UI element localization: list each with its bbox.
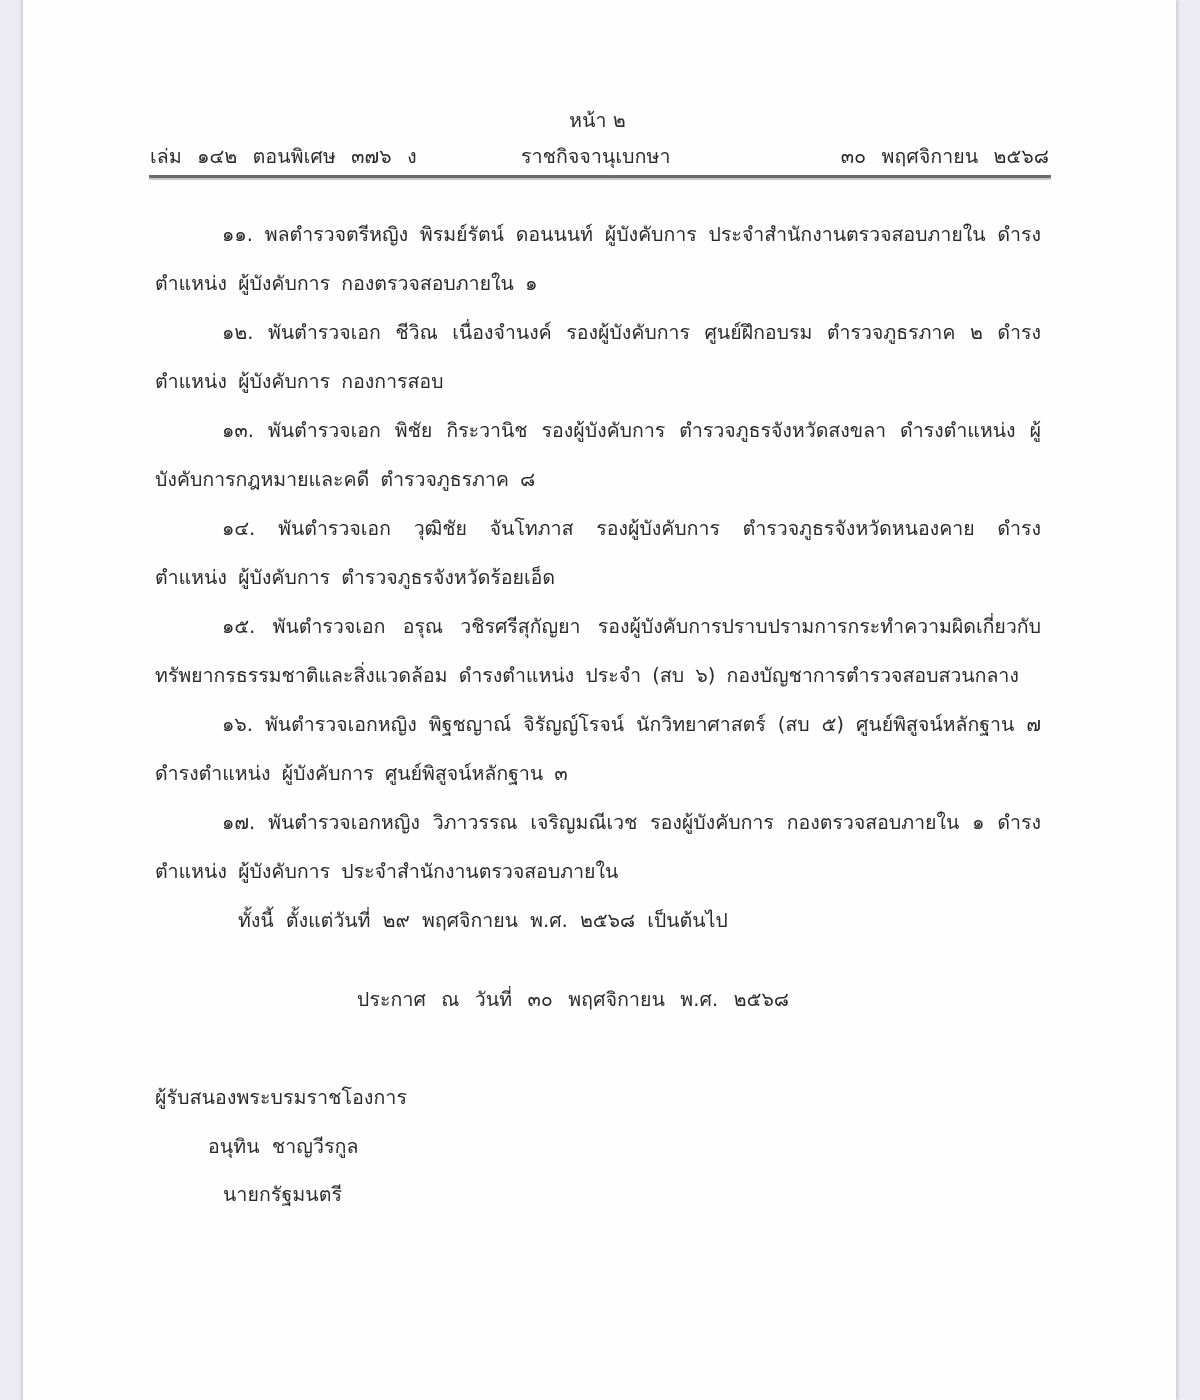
announcement-date: ประกาศ ณ วันที่ ๓๐ พฤศจิกายน พ.ศ. ๒๕๖๘ xyxy=(356,988,790,1011)
appointment-paragraph: ๑๒. พันตำรวจเอก ชีวิณ เนื่องจำนงค์ รองผู้บังคับการ ศูนย์ฝึกอบรม ตำรวจภูธรภาค ๒ ดำรงตำแหน่ง ผู้บังคับการ กองการสอบ xyxy=(155,321,1041,393)
signatory-name: อนุทิน ชาญวีรกูล xyxy=(208,1135,359,1158)
appointment-paragraph: ๑๑. พลตำรวจตรีหญิง พิรมย์รัตน์ ดอนนนท์ ผู้บังคับการ ประจำสำนักงานตรวจสอบภายใน ดำรงตำแหน่ง ผู้บังคับการ กองตรวจสอบภายใน ๑ xyxy=(155,223,1041,295)
effective-date-line: ทั้งนี้ ตั้งแต่วันที่ ๒๙ พฤศจิกายน พ.ศ. ๒๕๖๘ เป็นต้นไป xyxy=(238,909,728,932)
signatory-position: นายกรัฐมนตรี xyxy=(223,1183,343,1206)
gazette-title: ราชกิจจานุเบกษา xyxy=(521,145,671,168)
countersign-title: ผู้รับสนองพระบรมราชโองการ xyxy=(155,1086,408,1109)
appointment-paragraph: ๑๗. พันตำรวจเอกหญิง วิภาวรรณ เจริญมณีเวช รองผู้บังคับการ กองตรวจสอบภายใน ๑ ดำรงตำแหน่ง ผู้บังคับการ ประจำสำนักงานตรวจสอบภายใน xyxy=(155,811,1041,883)
document-page xyxy=(23,0,1176,1400)
gazette-date: ๓๐ พฤศจิกายน ๒๕๖๘ xyxy=(840,145,1049,168)
header-rule xyxy=(149,175,1051,180)
appointment-list xyxy=(155,210,1041,945)
appointment-paragraph: ๑๔. พันตำรวจเอก วุฒิชัย จันโทภาส รองผู้บังคับการ ตำรวจภูธรจังหวัดหนองคาย ดำรงตำแหน่ง ผู้บังคับการ ตำรวจภูธรจังหวัดร้อยเอ็ด xyxy=(155,517,1041,589)
gazette-volume-issue: เล่ม ๑๔๒ ตอนพิเศษ ๓๗๖ ง xyxy=(150,145,417,168)
appointment-paragraph: ๑๖. พันตำรวจเอกหญิง พิฐชญาณ์ จิรัญญ์โรจน์ นักวิทยาศาสตร์ (สบ ๕) ศูนย์พิสูจน์หลักฐาน ๗ ดำรงตำแหน่ง ผู้บังคับการ ศูนย์พิสูจน์หลักฐาน ๓ xyxy=(155,713,1041,785)
appointment-paragraph: ๑๕. พันตำรวจเอก อรุณ วชิรศรีสุกัญยา รองผู้บังคับการปราบปรามการกระทำความผิดเกี่ยวกับทรัพยากรธรรมชาติและสิ่งแวดล้อม ดำรงตำแหน่ง ประจำ (สบ ๖) กองบัญชาการตำรวจสอบสวนกลาง xyxy=(155,615,1041,687)
page-number: หน้า ๒ xyxy=(569,109,626,132)
appointment-paragraph: ๑๓. พันตำรวจเอก พิชัย กิระวานิช รองผู้บังคับการ ตำรวจภูธรจังหวัดสงขลา ดำรงตำแหน่ง ผู้บังคับการกฎหมายและคดี ตำรวจภูธรภาค ๘ xyxy=(155,419,1041,491)
